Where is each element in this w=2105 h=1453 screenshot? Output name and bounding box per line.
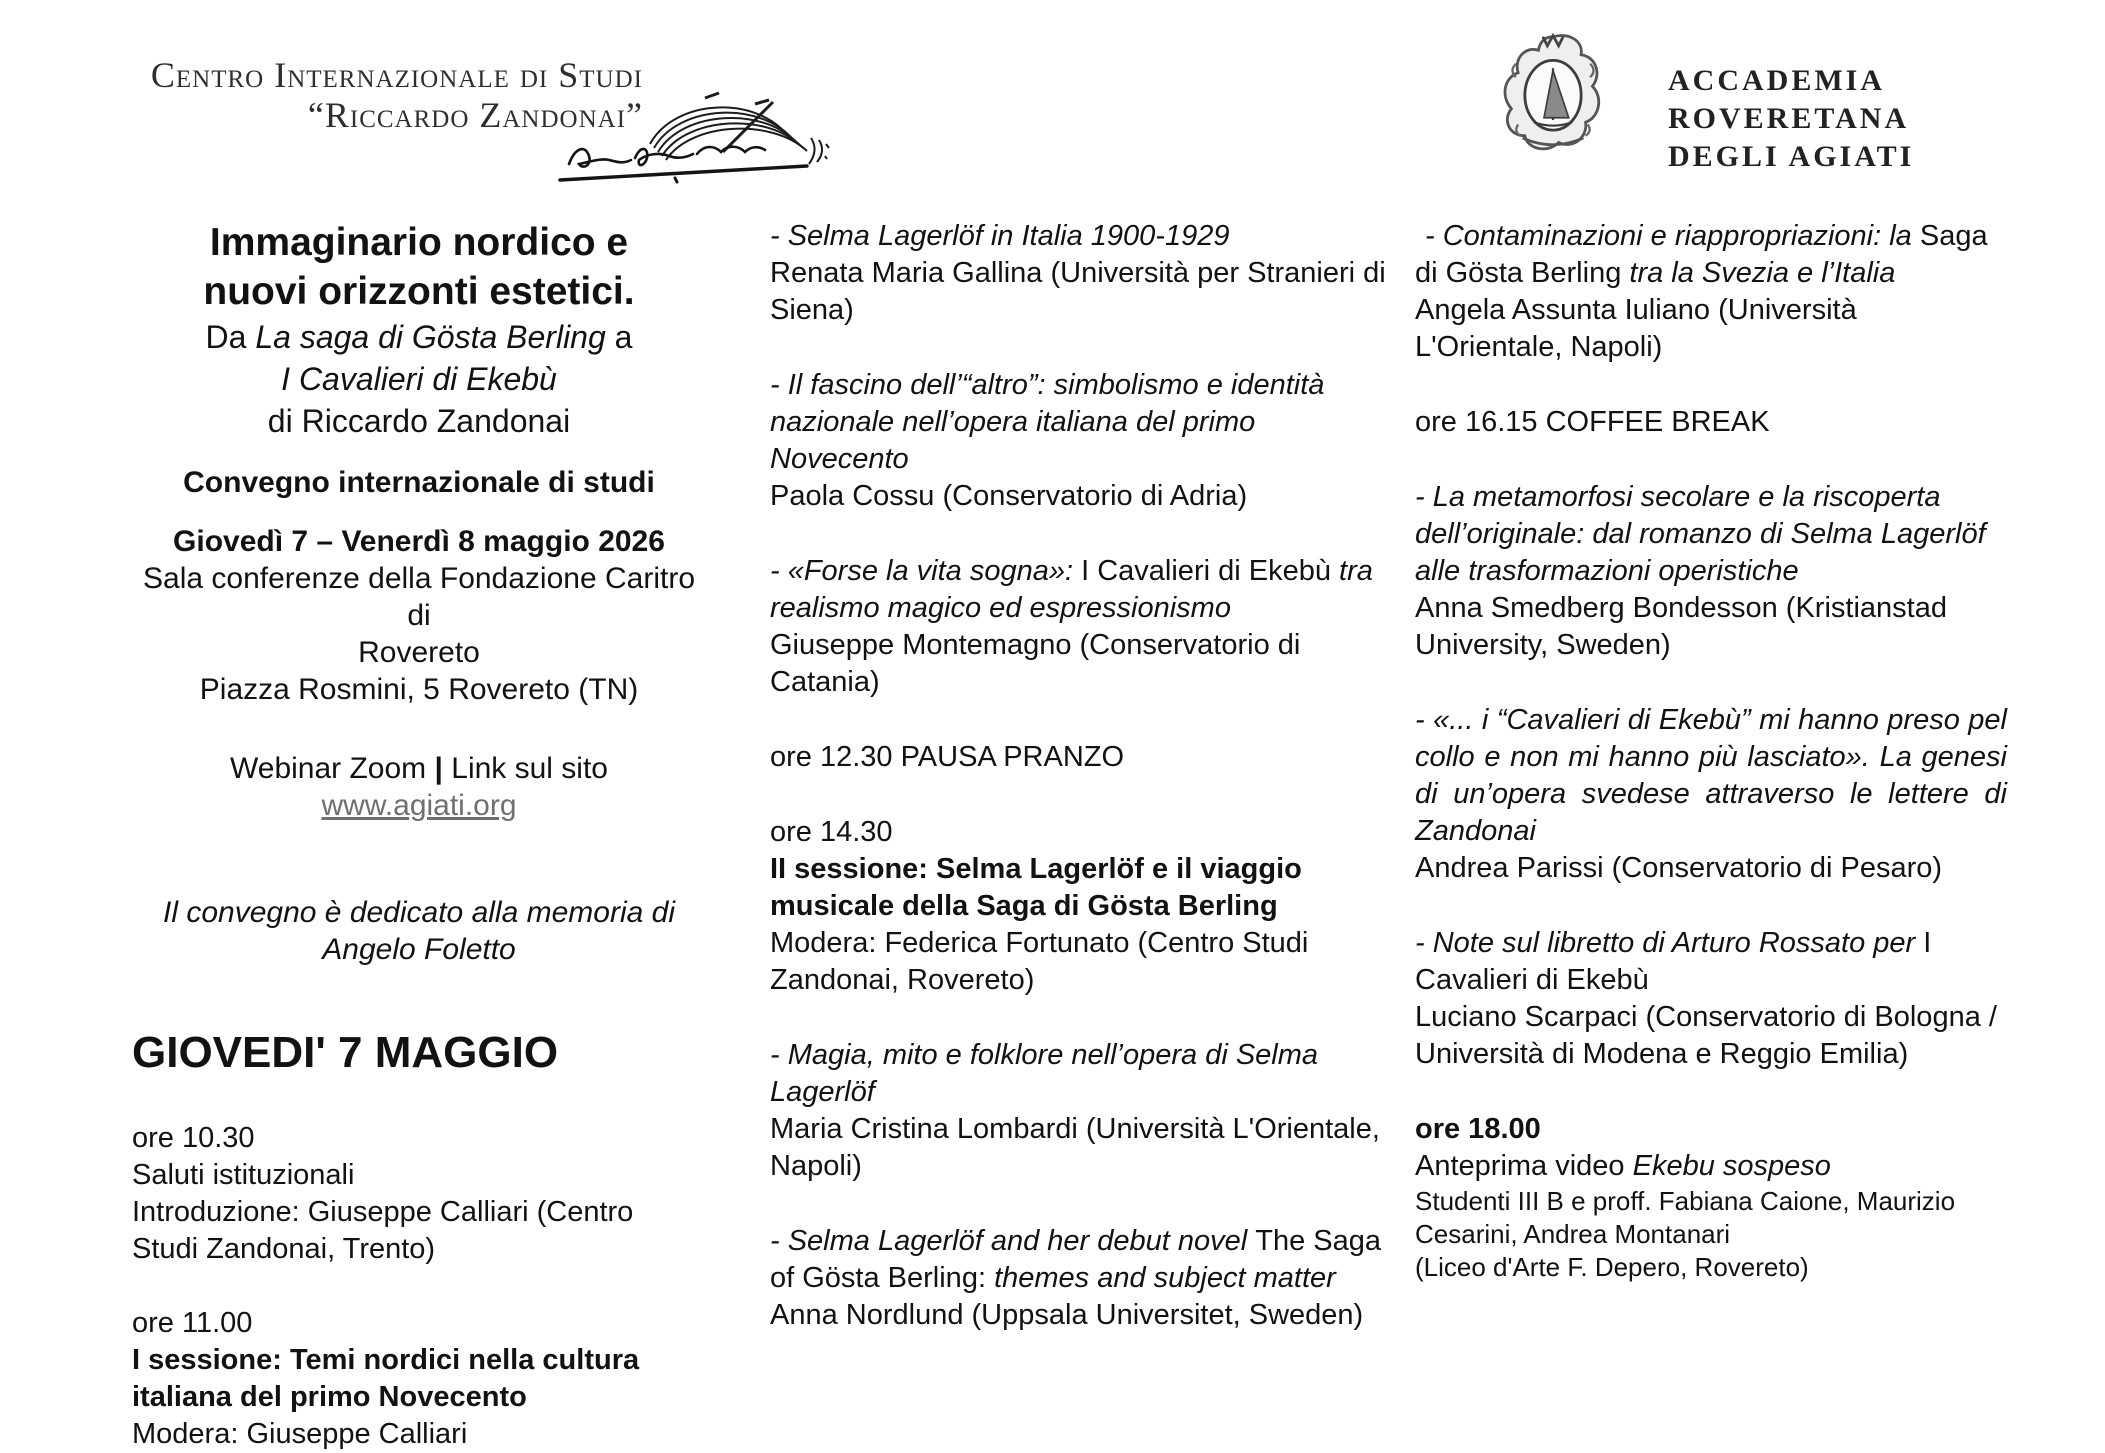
talk-title: - Contaminazioni e riappropriazioni: la Saga di Gösta Berling tra la Svezia e l’Italia — [1415, 220, 1988, 289]
event-title-line1: Immaginario nordico e — [209, 221, 629, 264]
session2-title: II sessione: Selma Lagerlöf e il viaggio musicale della Saga di Gösta Berling — [770, 853, 1302, 922]
talk-speaker: Giuseppe Montemagno (Conservatorio di Catania) — [770, 629, 1301, 698]
day-header-thursday: GIOVEDI' 7 MAGGIO — [132, 1028, 559, 1077]
accademia-line1: ACCADEMIA — [1668, 64, 1885, 97]
talk-speaker: Maria Cristina Lombardi (Università L'Orientale, Napoli) — [770, 1113, 1380, 1182]
webinar-line: Webinar Zoom | Link sul sito www.agiati.org — [229, 752, 608, 822]
session2-moderator: Modera: Federica Fortunato (Centro Studi Zandonai, Rovereto) — [770, 927, 1309, 996]
talk-speaker: Renata Maria Gallina (Università per Stranieri di Siena) — [770, 257, 1386, 326]
zandonai-signature-icon — [555, 82, 835, 192]
session2-block — [770, 814, 1390, 999]
talk-title: - «Forse la vita sogna»: I Cavalieri di Ekebù tra realismo magico ed espressionismo — [770, 555, 1373, 624]
talk-title: - Selma Lagerlöf and her debut novel The Saga of Gösta Berling: themes and subject matter — [770, 1225, 1382, 1294]
talk-item — [1415, 218, 2007, 366]
item-introduzione: Introduzione: Giuseppe Calliari (Centro Studi Zandonai, Trento) — [132, 1196, 634, 1265]
talk-speaker: Angela Assunta Iuliano (Università L'Orientale, Napoli) — [1415, 294, 1857, 363]
talk-speaker: Andrea Parissi (Conservatorio di Pesaro) — [1415, 852, 1943, 884]
thursday-schedule — [132, 1120, 706, 1453]
event-subtitle-line3: di Riccardo Zandonai — [267, 403, 571, 439]
middle-column — [770, 218, 1390, 1372]
talk-speaker: Luciano Scarpaci (Conservatorio di Bologna / Università di Modena e Reggio Emilia) — [1415, 1001, 1997, 1070]
video-credits-line2: (Liceo d'Arte F. Depero, Rovereto) — [1415, 1252, 1809, 1282]
event-kind: Convegno internazionale di studi — [183, 466, 655, 499]
time-1100: ore 11.00 — [132, 1307, 253, 1339]
talk-title: - Magia, mito e folklore nell’opera di Selma Lagerlöf — [770, 1039, 1319, 1108]
right-column — [1415, 218, 2007, 1322]
talk-item — [1415, 925, 2007, 1073]
event-subtitle-line2: I Cavalieri di Ekebù — [281, 361, 557, 397]
talk-speaker: Paola Cossu (Conservatorio di Adria) — [770, 480, 1248, 512]
session1-title: I sessione: Temi nordici nella cultura italiana del primo Novecento — [132, 1344, 640, 1413]
talk-item — [770, 1037, 1390, 1185]
talk-speaker: Anna Smedberg Bondesson (Kristianstad University, Sweden) — [1415, 592, 1947, 661]
dedication — [132, 894, 706, 968]
venue-line1: Sala conferenze della Fondazione Caritro di — [143, 562, 695, 632]
venue-line2: Rovereto — [358, 636, 480, 669]
time-1800: ore 18.00 — [1415, 1113, 1541, 1145]
lunch-break-label: ore 12.30 PAUSA PRANZO — [770, 741, 1125, 773]
talk-title: - Il fascino dell’“altro”: simbolismo e identità nazionale nell’opera italiana del primo Novecento — [770, 369, 1325, 475]
item-saluti: Saluti istituzionali — [132, 1159, 355, 1191]
dedication-line2: Angelo Foletto — [322, 933, 516, 966]
talk-title: - Selma Lagerlöf in Italia 1900-1929 — [770, 220, 1230, 252]
time-1430: ore 14.30 — [770, 816, 893, 848]
agiati-website-link[interactable]: www.agiati.org — [321, 789, 517, 822]
event-subtitle-line1: Da La saga di Gösta Berling a — [205, 319, 633, 355]
centro-logo-line2: “Riccardo Zandonai” — [307, 95, 643, 135]
coffee-break — [1415, 404, 2007, 441]
talk-speaker: Anna Nordlund (Uppsala Universitet, Sweden) — [770, 1299, 1364, 1331]
talk-item — [770, 553, 1390, 701]
centro-logo-line1: Centro Internazionale di Studi — [150, 55, 643, 95]
talk-item — [770, 367, 1390, 515]
coffee-break-label: ore 16.15 COFFEE BREAK — [1415, 406, 1770, 438]
talk-item — [1415, 702, 2007, 887]
time-1030: ore 10.30 — [132, 1122, 255, 1154]
video-credits-line1: Studenti III B e proff. Fabiana Caione, Maurizio Cesarini, Andrea Montanari — [1415, 1186, 1956, 1249]
accademia-line2: ROVERETANA — [1668, 102, 1910, 135]
talk-title: - La metamorfosi secolare e la riscoperta dell’originale: dal romanzo di Selma Lagerlöf alle trasformazioni operistiche — [1415, 481, 1986, 587]
talk-item — [770, 218, 1390, 329]
talk-item — [770, 1223, 1390, 1334]
left-column — [132, 218, 706, 1453]
accademia-crest-icon — [1500, 30, 1606, 156]
dedication-line1: Il convegno è dedicato alla memoria di — [163, 896, 675, 929]
talk-title: - Note sul libretto di Arturo Rossato per I Cavalieri di Ekebù — [1415, 927, 1932, 996]
venue-line3: Piazza Rosmini, 5 Rovereto (TN) — [199, 673, 639, 706]
session1-moderator: Modera: Giuseppe Calliari — [132, 1418, 468, 1450]
video-premiere-title: Anteprima video Ekebu sospeso — [1415, 1150, 1831, 1182]
event-dates: Giovedì 7 – Venerdì 8 maggio 2026 — [173, 525, 665, 558]
lunch-break — [770, 739, 1390, 776]
video-premiere-block — [1415, 1111, 2007, 1284]
venue-block — [132, 523, 706, 708]
talk-title: - «... i “Cavalieri di Ekebù” mi hanno preso pel collo e non mi hanno più lasciato». La genesi di un’opera svedese attraverso le lettere di Zandonai — [1415, 704, 2007, 847]
accademia-agiati-logo — [1668, 62, 1914, 176]
accademia-line3: DEGLI AGIATI — [1668, 140, 1915, 173]
event-title-line2: nuovi orizzonti estetici. — [203, 270, 635, 313]
talk-item — [1415, 479, 2007, 664]
